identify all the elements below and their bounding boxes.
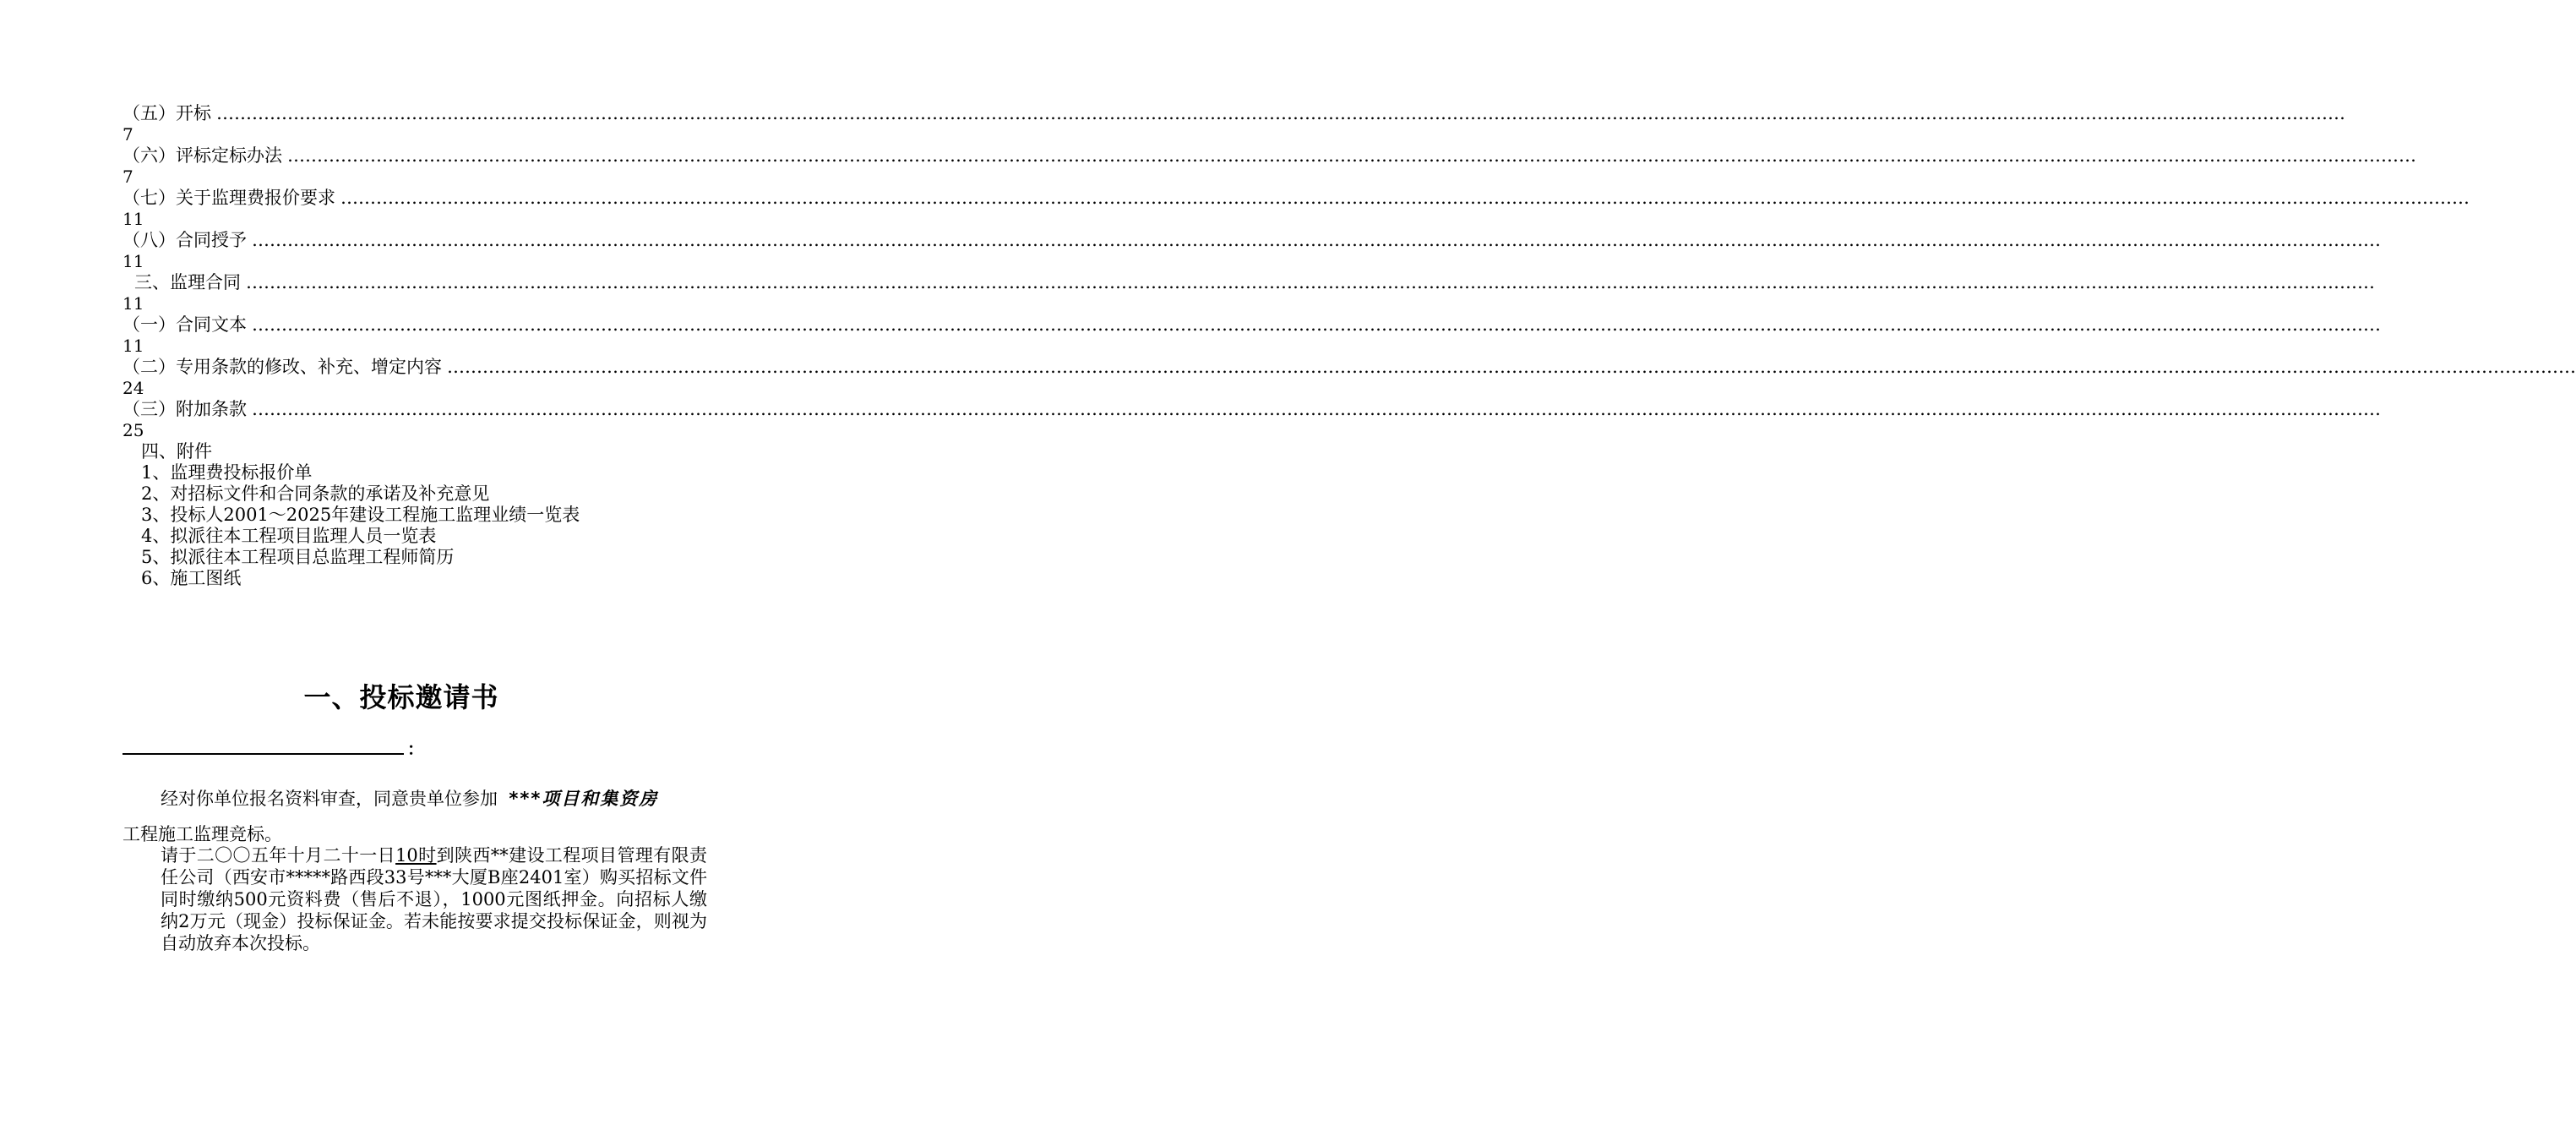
toc-page-number: 11 [123, 293, 144, 314]
toc-entry-title: （八）合同授予 [123, 230, 247, 250]
toc-entry-title: （七）关于监理费报价要求 [123, 188, 335, 208]
p1-suffix: 工程施工监理竞标。 [123, 824, 282, 844]
appendix-item: 1、监理费投标报价单 [141, 462, 313, 483]
p1-prefix: 经对你单位报名资料审查，同意贵单位参加 [161, 789, 498, 809]
table-of-contents [123, 103, 2576, 589]
toc-page-number: 24 [123, 378, 144, 398]
addressee-colon: ： [407, 739, 424, 759]
addressee-blank [123, 732, 424, 759]
project-name: ***项目和集资房 [509, 789, 659, 809]
toc-entry-title: （六）评标定标办法 [123, 145, 282, 166]
toc-leader-dots: ……………………………………………………………………………………………………………………………………………………………………………………………………………………………………………………………………………………………………………………………… [252, 230, 2381, 250]
toc-leader-dots: ……………………………………………………………………………………………………………………………………………………………………………………………………………………………………………………………………………………………………………………………… [252, 314, 2381, 335]
toc-page-number: 7 [123, 124, 133, 145]
toc-entry [123, 314, 2381, 336]
toc-page-number: 11 [123, 251, 144, 271]
toc-page-number: 7 [123, 167, 133, 187]
section-heading: 一、投标邀请书 [303, 681, 499, 713]
toc-entry [123, 145, 2416, 167]
appendix-item: 3、投标人2001～2025年建设工程施工监理业绩一览表 [141, 505, 580, 525]
toc-page-number: 25 [123, 420, 144, 440]
toc-entry-title: 三、监理合同 [134, 272, 241, 292]
invitation-paragraph-1 [123, 788, 707, 845]
toc-leader-dots: ……………………………………………………………………………………………………………………………………………………………………………………………………………………………………………………………………………………………………………………………… [340, 188, 2470, 208]
p2-part-a: 请于二〇〇五年十月二十一日 [161, 845, 396, 866]
toc-entry-title: （一）合同文本 [123, 314, 247, 335]
toc-entry [123, 188, 2470, 209]
toc-entry-title: （三）附加条款 [123, 399, 247, 419]
toc-entry [123, 399, 2381, 420]
appendix-title: 四、附件 [141, 441, 212, 462]
addressee-underline [123, 753, 404, 755]
appendix-item: 2、对招标文件和合同条款的承诺及补充意见 [141, 483, 490, 504]
appendix-item: 4、拟派往本工程项目监理人员一览表 [141, 526, 437, 546]
toc-page-number: 11 [123, 336, 144, 356]
toc-entry-title: （五）开标 [123, 103, 211, 123]
toc-leader-dots: ……………………………………………………………………………………………………………………………………………………………………………………………………………………………………………………………………………………………………………………………… [246, 272, 2375, 292]
toc-leader-dots: ……………………………………………………………………………………………………………………………………………………………………………………………………………………………………………………………………………………………………………………………… [447, 357, 2576, 377]
toc-entry [123, 103, 2345, 124]
toc-page-number: 11 [123, 209, 144, 229]
toc-leader-dots: ……………………………………………………………………………………………………………………………………………………………………………………………………………………………………………………………………………………………………………………………… [287, 145, 2416, 166]
p2-part-b: 到陕西**建设工程项目管理有限责任公司（西安市*****路西段33号***大厦B座2401室）购买招标文件同时缴纳500元资料费（售后不退），1000元图纸押金。向招标人缴纳2万元（现金）投标保证金。若未能按要求提交投标保证金，则视为自动放弃本次投标。 [161, 845, 707, 953]
invitation-paragraph-2 [123, 844, 707, 954]
purchase-time: 10时 [395, 845, 437, 866]
toc-leader-dots: ……………………………………………………………………………………………………………………………………………………………………………………………………………………………………………………………………………………………………………………………… [252, 399, 2381, 419]
appendix-item: 6、施工图纸 [141, 568, 242, 588]
toc-entry-title: （二）专用条款的修改、补充、增定内容 [123, 357, 442, 377]
toc-leader-dots: ……………………………………………………………………………………………………………………………………………………………………………………………………………………………………………………………………………………………………………………………… [216, 103, 2345, 123]
toc-entry [123, 357, 2576, 378]
appendix-item: 5、拟派往本工程项目总监理工程师简历 [141, 547, 455, 567]
toc-entry [123, 272, 2375, 293]
toc-entry [123, 230, 2381, 251]
